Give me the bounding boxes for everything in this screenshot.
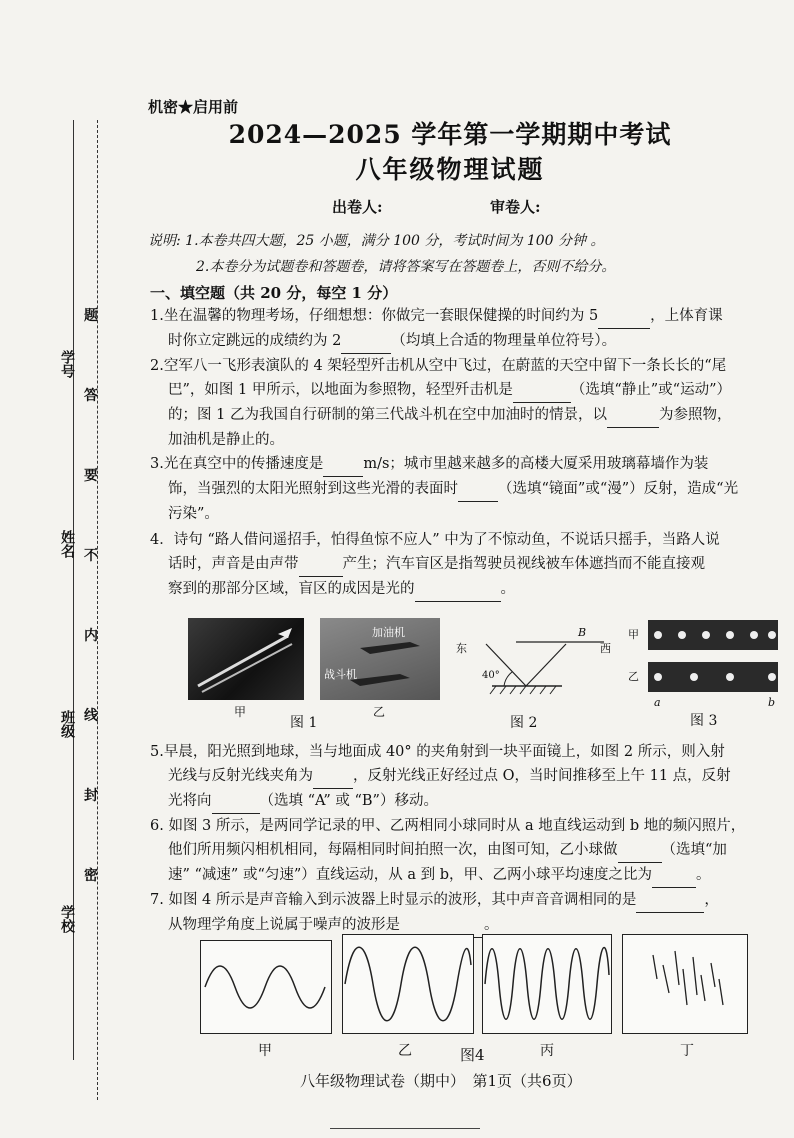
blank	[458, 477, 498, 502]
figure-1a-label: 甲	[234, 705, 247, 719]
noise-wave-ding	[623, 935, 747, 1033]
blank	[212, 789, 260, 814]
waveform-jia	[200, 940, 332, 1034]
strip-jia-balls	[648, 620, 778, 650]
fig4-label-yi: 乙	[398, 1043, 412, 1059]
question-4: 4．诗句 “路人借问遥招手，怕得鱼惊不应人” 中为了不惊动鱼，不说话只摇手，当路人说 话时，声音是由声带 产生；汽车盲区是指驾驶员视线被车体遮挡而不能直接观 察到的那部分区域，盲区的成因是光的 。	[150, 528, 790, 602]
blank	[618, 838, 662, 863]
figure-1b-label: 乙	[373, 705, 386, 719]
seal-char-5: 内	[84, 628, 98, 644]
blank	[299, 552, 343, 577]
blank	[323, 452, 363, 477]
seal-char-1: 题	[84, 308, 98, 324]
instructions-line-1: 说明: 1.本卷共四大题，25 小题，满分 100 分，考试时间为 100 分钟 。	[148, 233, 605, 249]
question-3: 3.光在真空中的传播速度是 m/s；城市里越来越多的高楼大厦采用玻璃幕墙作为装 饰，当强烈的太阳光照射到这些光滑的表面时 （选填“镜面”或“漫”）反射，造成“光 污染”。	[150, 452, 790, 526]
strip-jia	[648, 620, 778, 650]
seal-char-2: 答	[84, 388, 98, 404]
strip-yi-balls	[648, 662, 778, 692]
figure-3-caption: 图 3	[690, 713, 718, 729]
fig2-west: 西	[600, 642, 611, 655]
fig2-angle: 40°	[482, 670, 500, 681]
question-7: 7. 如图 4 所示是声音输入到示波器上时显示的波形，其中声音音调相同的是 ， 从物理学角度上说属于噪声的波形是 。	[150, 888, 790, 938]
fig4-label-jia: 甲	[258, 1043, 272, 1059]
waveform-ding	[622, 934, 748, 1034]
margin-name-label: 姓名	[59, 530, 75, 558]
blank	[513, 378, 571, 403]
seal-char-3: 要	[84, 468, 98, 484]
question-2: 2.空军八一飞形表演队的 4 架轻型歼击机从空中飞过，在蔚蓝的天空中留下一条长长的“尾 巴”，如图 1 甲所示，以地面为参照物，轻型歼击机是 （选填“静止”或“运动”） 的；图 1 乙为我国自行研制的第三代战斗机在空中加油时的情景，以 为参照物， 加油机是静止的。	[150, 358, 732, 448]
confidential-mark: 机密★启用前	[148, 98, 239, 116]
figure-4-caption: 图4	[460, 1046, 485, 1064]
blank	[341, 329, 391, 354]
section-title: 一、填空题（共 20 分，每空 1 分）	[150, 284, 398, 302]
fig4-label-ding: 丁	[680, 1043, 694, 1059]
blank	[607, 403, 659, 428]
question-6: 6. 如图 3 所示，是两同学记录的甲、乙两相同小球同时从 a 地直线运动到 b 地的频闪照片， 他们所用频闪相机相同，每隔相同时间拍照一次，由图可知，乙小球做 （选填“加 速” “减速” 或“匀速”）直线运动，从 a 到 b，甲、乙两小球平均速度之比为 。	[150, 814, 790, 888]
reviewer-label: 审卷人:	[490, 198, 541, 216]
fig2-east: 东	[456, 642, 467, 655]
waveform-yi	[342, 934, 474, 1034]
seal-char-6: 线	[84, 708, 98, 724]
seal-char-7: 封	[84, 788, 98, 804]
fig3-a: a	[654, 696, 661, 709]
figure-1b-photo	[320, 618, 440, 700]
setter-label: 出卷人:	[332, 198, 383, 216]
question-5: 5.早晨，阳光照到地球，当与地面成 40° 的夹角射到一块平面镜上，如图 2 所示，则入射 光线与反射光线夹角为 ，反射光线正好经过点 O，当时间推移至上午 11 点，反射 光将向 （选填 “A” 或 “B”）移动。	[150, 740, 790, 814]
sine-wave-bing	[483, 935, 611, 1033]
margin-class-label: 班级	[59, 710, 75, 738]
figure-1-caption: 图 1	[290, 715, 318, 731]
bottom-rule	[330, 1128, 480, 1129]
fig3-yi: 乙	[628, 670, 639, 683]
page-footer: 八年级物理试卷（期中） 第1页（共6页）	[300, 1072, 582, 1090]
fig3-jia: 甲	[628, 628, 639, 641]
figure-1a-photo	[188, 618, 304, 700]
margin-number-label: 学号	[59, 350, 75, 378]
exam-subtitle: 八年级物理试题	[355, 155, 545, 184]
fig4-label-bing: 丙	[540, 1043, 554, 1059]
fig3-b: b	[768, 696, 776, 709]
question-1: 1.坐在温馨的物理考场，仔细想想：你做完一套眼保健操的时间约为 5 ，上体育课 时你立定跳远的成绩约为 2 （均填上合适的物理量单位符号）。	[150, 304, 790, 354]
tanker-label: 加油机	[372, 626, 405, 639]
strip-yi	[648, 662, 778, 692]
sine-wave-yi	[343, 935, 473, 1033]
sine-wave-jia	[201, 941, 331, 1033]
jet-trail-graphic	[188, 618, 304, 700]
blank	[652, 863, 696, 888]
waveform-bing	[482, 934, 612, 1034]
margin-school-label: 学校	[59, 905, 75, 933]
blank	[313, 764, 353, 789]
reflection-diagram	[452, 622, 622, 708]
fig2-point-b: B	[578, 626, 587, 639]
seal-line-inner	[97, 120, 98, 1100]
blank	[598, 304, 650, 329]
fighter-label: 战斗机	[324, 668, 357, 681]
blank	[636, 888, 704, 913]
exam-title: 2024—2025 学年第一学期期中考试	[228, 120, 672, 149]
figure-2-caption: 图 2	[510, 715, 538, 731]
seal-char-4: 不	[84, 548, 98, 564]
figure-2-diagram	[452, 622, 622, 708]
instructions-line-2: 2.本卷分为试题卷和答题卷，请将答案写在答题卷上，否则不给分。	[196, 259, 616, 275]
blank	[415, 577, 501, 602]
seal-char-8: 密	[84, 868, 98, 884]
figure-3-photo	[626, 612, 786, 716]
